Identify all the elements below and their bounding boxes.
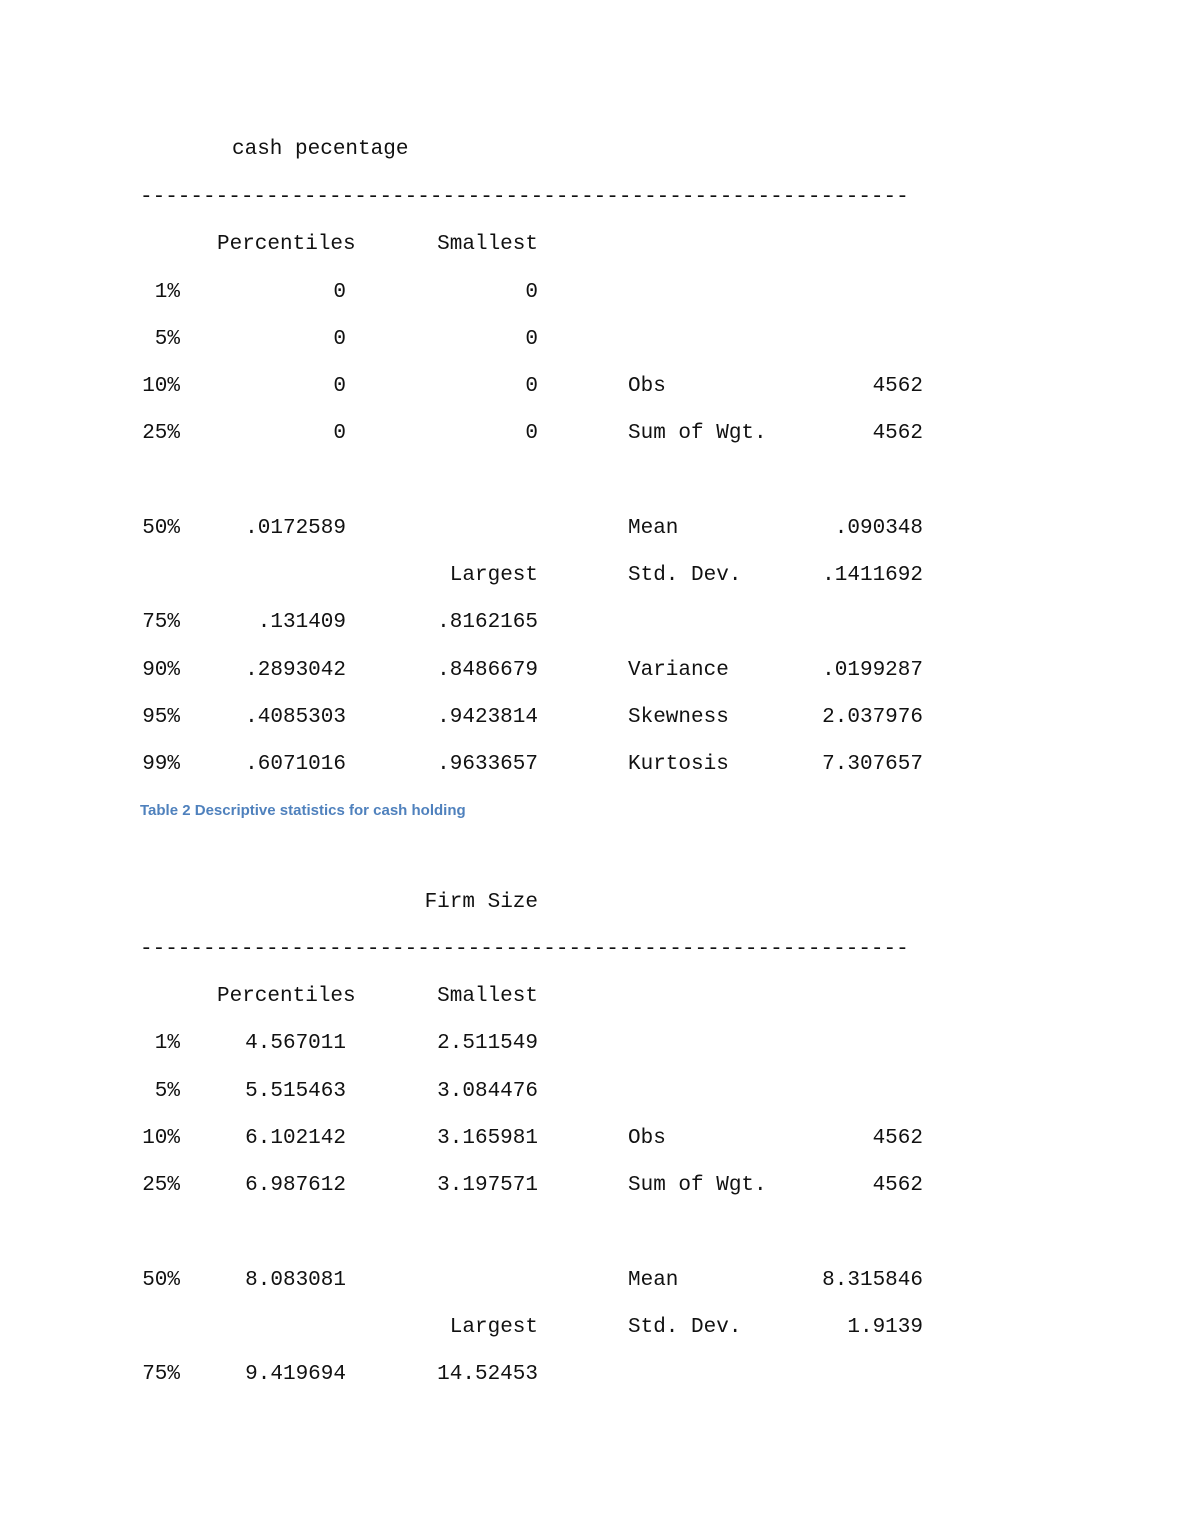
stat-label: Variance bbox=[628, 659, 729, 682]
stat-value: 4562 bbox=[872, 1127, 923, 1150]
percentile-value: 9.419694 bbox=[245, 1363, 346, 1386]
largest-value: .9633657 bbox=[437, 753, 538, 776]
percentile-label: 10% bbox=[142, 375, 180, 398]
table-caption: Table 2 Descriptive statistics for cash holding bbox=[140, 802, 466, 819]
percentile-label: 90% bbox=[142, 659, 180, 682]
percentile-label: 25% bbox=[142, 1174, 180, 1197]
smallest-value: 0 bbox=[525, 281, 538, 304]
stat-value: 4562 bbox=[872, 422, 923, 445]
percentile-value: .4085303 bbox=[245, 706, 346, 729]
header-percentiles: Percentiles bbox=[217, 985, 356, 1008]
percentile-value: .2893042 bbox=[245, 659, 346, 682]
stat-label: Std. Dev. bbox=[628, 1316, 742, 1339]
stat-value: .1411692 bbox=[822, 564, 923, 587]
header-largest: Largest bbox=[449, 1316, 538, 1339]
stat-value: 7.307657 bbox=[822, 753, 923, 776]
percentile-value: 8.083081 bbox=[245, 1269, 346, 1292]
header-smallest: Smallest bbox=[437, 233, 538, 256]
smallest-value: 0 bbox=[525, 422, 538, 445]
percentile-label: 50% bbox=[142, 517, 180, 540]
stat-label: Sum of Wgt. bbox=[628, 422, 767, 445]
smallest-value: 3.165981 bbox=[437, 1127, 538, 1150]
stat-label: Sum of Wgt. bbox=[628, 1174, 767, 1197]
percentile-label: 95% bbox=[142, 706, 180, 729]
percentile-value: 0 bbox=[333, 422, 346, 445]
percentile-label: 99% bbox=[142, 753, 180, 776]
percentile-value: .0172589 bbox=[245, 517, 346, 540]
percentile-value: 0 bbox=[333, 281, 346, 304]
percentile-label: 5% bbox=[154, 1080, 180, 1103]
largest-value: .8162165 bbox=[437, 611, 538, 634]
largest-value: .9423814 bbox=[437, 706, 538, 729]
smallest-value: 0 bbox=[525, 328, 538, 351]
percentile-label: 10% bbox=[142, 1127, 180, 1150]
stat-label: Kurtosis bbox=[628, 753, 729, 776]
stat-value: .090348 bbox=[834, 517, 923, 540]
stat-label: Skewness bbox=[628, 706, 729, 729]
percentile-value: 4.567011 bbox=[245, 1032, 346, 1055]
percentile-label: 75% bbox=[142, 1363, 180, 1386]
percentile-label: 1% bbox=[154, 1032, 180, 1055]
stat-label: Obs bbox=[628, 375, 666, 398]
stat-value: 8.315846 bbox=[822, 1269, 923, 1292]
stat-label: Obs bbox=[628, 1127, 666, 1150]
header-percentiles: Percentiles bbox=[217, 233, 356, 256]
header-smallest: Smallest bbox=[437, 985, 538, 1008]
stat-value: 1.9139 bbox=[847, 1316, 923, 1339]
stat-label: Mean bbox=[628, 1269, 679, 1292]
stat-value: .0199287 bbox=[822, 659, 923, 682]
divider: ------------------------------------------------------------- bbox=[140, 186, 909, 209]
stat-value: 4562 bbox=[872, 375, 923, 398]
percentile-value: 6.987612 bbox=[245, 1174, 346, 1197]
stat-value: 2.037976 bbox=[822, 706, 923, 729]
percentile-label: 1% bbox=[154, 281, 180, 304]
percentile-label: 25% bbox=[142, 422, 180, 445]
percentile-value: .131409 bbox=[257, 611, 346, 634]
divider: ------------------------------------------------------------- bbox=[140, 938, 909, 961]
percentile-value: 0 bbox=[333, 328, 346, 351]
percentile-value: 6.102142 bbox=[245, 1127, 346, 1150]
largest-value: .8486679 bbox=[437, 659, 538, 682]
percentile-label: 75% bbox=[142, 611, 180, 634]
table-title: Firm Size bbox=[424, 891, 538, 914]
percentile-value: .6071016 bbox=[245, 753, 346, 776]
smallest-value: 3.197571 bbox=[437, 1174, 538, 1197]
smallest-value: 0 bbox=[525, 375, 538, 398]
percentile-label: 5% bbox=[154, 328, 180, 351]
percentile-value: 0 bbox=[333, 375, 346, 398]
smallest-value: 3.084476 bbox=[437, 1080, 538, 1103]
table-title: cash pecentage bbox=[232, 138, 409, 161]
header-largest: Largest bbox=[449, 564, 538, 587]
stat-label: Mean bbox=[628, 517, 679, 540]
stat-label: Std. Dev. bbox=[628, 564, 742, 587]
smallest-value: 2.511549 bbox=[437, 1032, 538, 1055]
percentile-label: 50% bbox=[142, 1269, 180, 1292]
percentile-value: 5.515463 bbox=[245, 1080, 346, 1103]
largest-value: 14.52453 bbox=[437, 1363, 538, 1386]
stat-value: 4562 bbox=[872, 1174, 923, 1197]
